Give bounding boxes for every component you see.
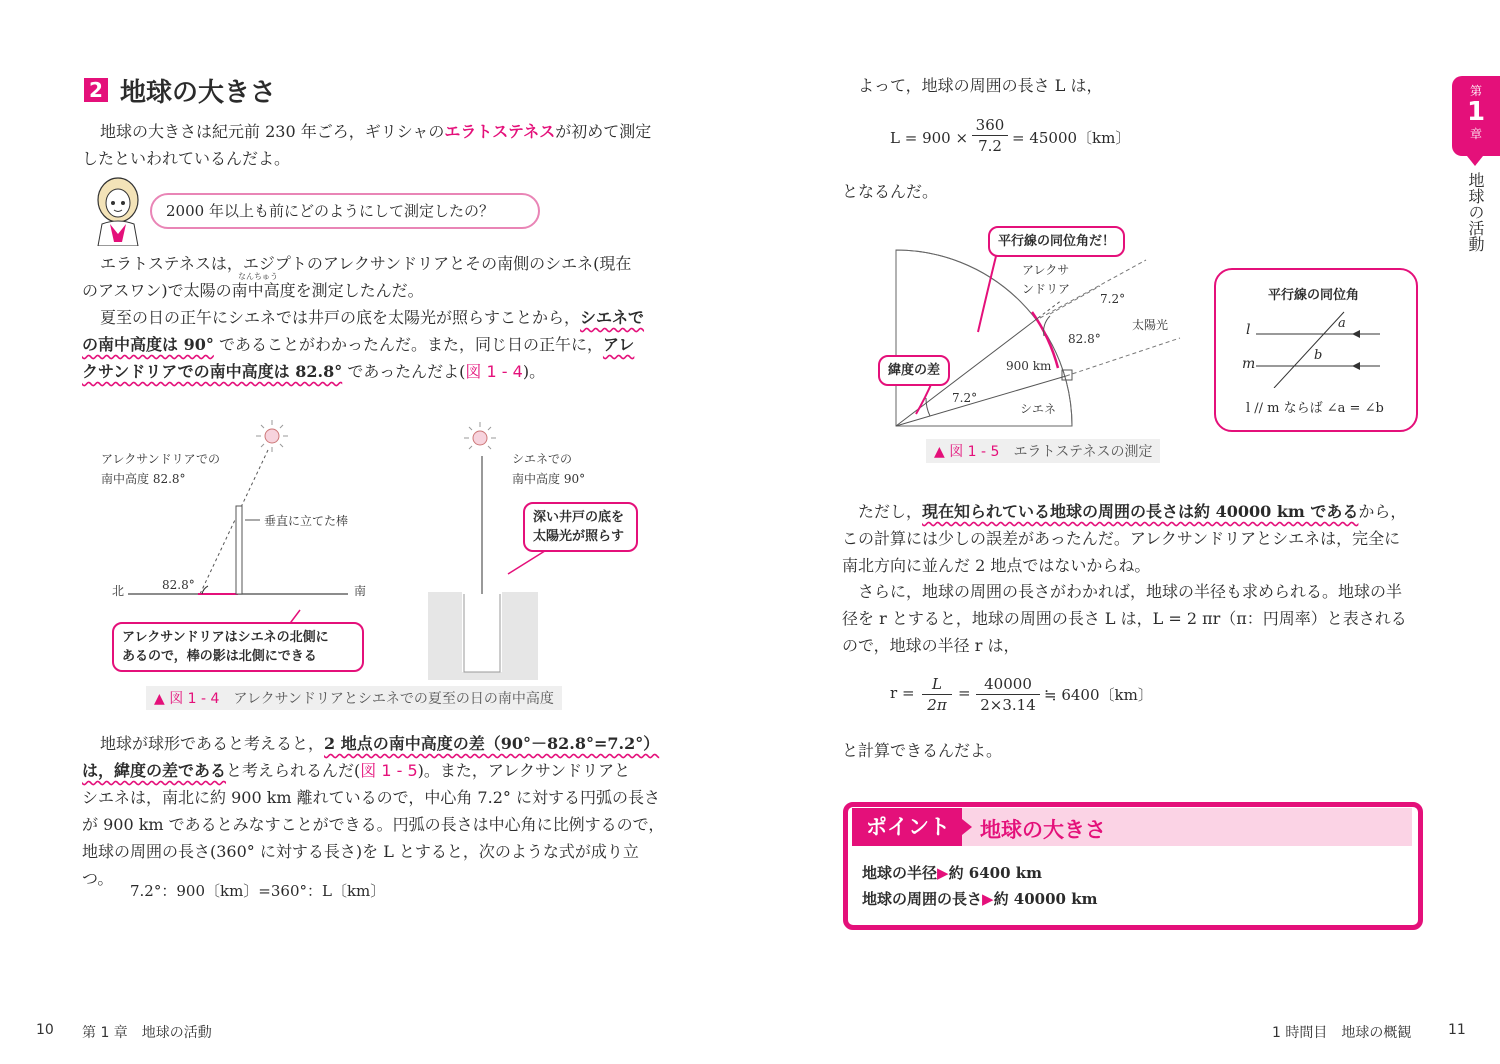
p4-line-3: シエネは，南北に約 900 km 離れているので，中心角 7.2° に対する円弧の長さ <box>82 788 660 807</box>
section-title: 地球の大きさ <box>120 78 277 108</box>
fig14-syene-altitude: 南中高度 90° <box>512 472 586 486</box>
fig15-angle-center: 7.2° <box>952 391 978 405</box>
right-running-head: 1 時間目 地球の概観 <box>1272 1025 1412 1041</box>
p4-line-2: は，緯度の差であると考えられるんだ(図 1 - 5)。また，アレクサンドリアと <box>82 761 631 780</box>
fig15-lat-diff: 緯度の差 <box>878 355 950 386</box>
p6-line-3: ので，地球の半径 r は， <box>842 636 1020 655</box>
fig14-angle: 82.8° <box>162 578 195 592</box>
inset-m: m <box>1242 356 1256 372</box>
chapter-tab[interactable]: 第 1 章 <box>1452 76 1500 156</box>
point-row-1: 地球の半径▶約 6400 km <box>862 864 1043 882</box>
p4-line-4: が 900 km であるとみなすことができる。円弧の長さは中心角に比例するので， <box>82 815 665 834</box>
p5-line-3: 南北方向に並んだ 2 地点ではないからね。 <box>842 556 1151 575</box>
p3-line-1: 夏至の日の正午にシエネでは井戸の底を太陽光が照らすことから，シエネで <box>100 308 645 327</box>
sun-icon <box>256 420 288 452</box>
fig15-sunlight: 太陽光 <box>1132 318 1169 332</box>
eq-circumference-lhs: L = 900 × <box>890 129 969 147</box>
p6-line-2: 径を r とすると，地球の周囲の長さ L は，L = 2 πr（π：円周率）と表される <box>842 609 1407 628</box>
inset-title: 平行線の同位角 <box>1268 288 1360 303</box>
eq-radius-fraction-2: 40000 2×3.14 <box>976 674 1040 715</box>
eq-radius-fraction-1: L 2π <box>922 674 952 715</box>
fig14-pole-label: 垂直に立てた棒 <box>264 514 349 528</box>
fig15-caption: ▲ 図 1 - 5 エラトステネスの測定 <box>926 439 1160 463</box>
fig14-syene-label: シエネでの <box>512 452 573 466</box>
right-page-number: 11 <box>1448 1022 1466 1038</box>
fig14-north: 北 <box>112 584 125 598</box>
p4-line-5: 地球の周囲の長さ(360° に対する長さ)を L とすると，次のような式が成り立つ。 <box>82 842 639 888</box>
p3-line-3: クサンドリアでの南中高度は 82.8° であったんだよ(図 1 - 4)。 <box>82 362 546 381</box>
p4-line-1: 地球が球形であると考えると，2 地点の南中高度の差（90°－82.8°=7.2°） <box>100 734 660 753</box>
left-page-number: 10 <box>36 1022 54 1038</box>
fig15-alex-1: アレクサ <box>1022 263 1070 277</box>
inset-l: l <box>1246 322 1251 338</box>
fig14-caption: ▲ 図 1 - 4 アレクサンドリアとシエネでの夏至の日の南中高度 <box>146 686 562 710</box>
intro-line-1: 地球の大きさは紀元前 230 年ごろ，ギリシャのエラトステネスが初めて測定 <box>100 122 652 141</box>
eq-radius-rhs: ≒ 6400〔km〕 <box>1044 686 1153 704</box>
eq-radius-equals: = <box>958 684 971 702</box>
sun-icon <box>464 422 496 449</box>
r-line-3: と計算できるんだよ。 <box>842 741 1003 760</box>
student-avatar <box>92 176 144 246</box>
p6-line-1: さらに，地球の周囲の長さがわかれば，地球の半径も求められる。地球の半 <box>858 582 1403 601</box>
eq-circumference-fraction: 360 7.2 <box>972 115 1008 156</box>
point-tag: ポイント <box>852 808 962 846</box>
fig15-alex-2: ンドリア <box>1022 282 1071 296</box>
chapter-tab-vertical-title: 地球の活動 <box>1466 172 1485 252</box>
fig15-parallel-note: 平行線の同位角だ！ <box>988 226 1125 257</box>
p5-line-1: ただし，現在知られている地球の周囲の長さは約 40000 km であるから， <box>858 502 1407 521</box>
eq-radius-lhs: r = <box>890 684 915 702</box>
fig14-alex-note: アレクサンドリアはシエネの北側に あるので，棒の影は北側にできる <box>112 622 364 672</box>
tab-pointer-icon <box>1467 156 1483 166</box>
left-running-head: 第 1 章 地球の活動 <box>82 1025 212 1041</box>
fig14-alex-altitude: 南中高度 82.8° <box>101 472 186 486</box>
p2-line-1: エラトステネスは，エジプトのアレクサンドリアとその南側のシエネ(現在 <box>100 254 632 273</box>
r-line-2: となるんだ。 <box>842 182 939 201</box>
r-line-1: よって，地球の周囲の長さ L は， <box>858 76 1103 95</box>
fig15-angle-top: 7.2° <box>1100 292 1126 306</box>
fig14-alex-label: アレクサンドリアでの <box>101 452 221 466</box>
fig14-well-note: 深い井戸の底を 太陽光が照らす <box>523 502 638 552</box>
fig15-syene: シエネ <box>1020 402 1057 416</box>
fig14-south: 南 <box>354 584 367 598</box>
eq-circumference-rhs: = 45000〔km〕 <box>1012 129 1131 147</box>
ratio-equation: 7.2°：900〔km〕=360°：L〔km〕 <box>130 882 386 900</box>
inset-a: a <box>1338 316 1346 331</box>
fig15-angle-mid: 82.8° <box>1068 332 1101 346</box>
fig15-distance: 900 km <box>1006 359 1052 373</box>
ruby-nanchuu: なんちゅう <box>238 272 278 281</box>
p3-line-2: の南中高度は 90° であることがわかったんだ。また，同じ日の正午に，アレ <box>82 335 635 354</box>
point-arrow-icon <box>962 819 972 835</box>
inset-b: b <box>1314 348 1323 363</box>
point-row-2: 地球の周囲の長さ▶約 40000 km <box>862 890 1098 908</box>
intro-line-2: したといわれているんだよ。 <box>82 149 291 168</box>
p5-line-2: この計算には少しの誤差があったんだ。アレクサンドリアとシエネは，完全に <box>842 529 1401 548</box>
question-bubble: 2000 年以上も前にどのようにして測定したの？ <box>150 193 540 229</box>
p2-line-2: のアスワン)で太陽の南中高度を測定したんだ。 <box>82 281 424 300</box>
point-title: 地球の大きさ <box>980 818 1106 842</box>
inset-rule: l // m ならば ∠a = ∠b <box>1246 401 1384 416</box>
section-number: 2 <box>84 78 108 102</box>
